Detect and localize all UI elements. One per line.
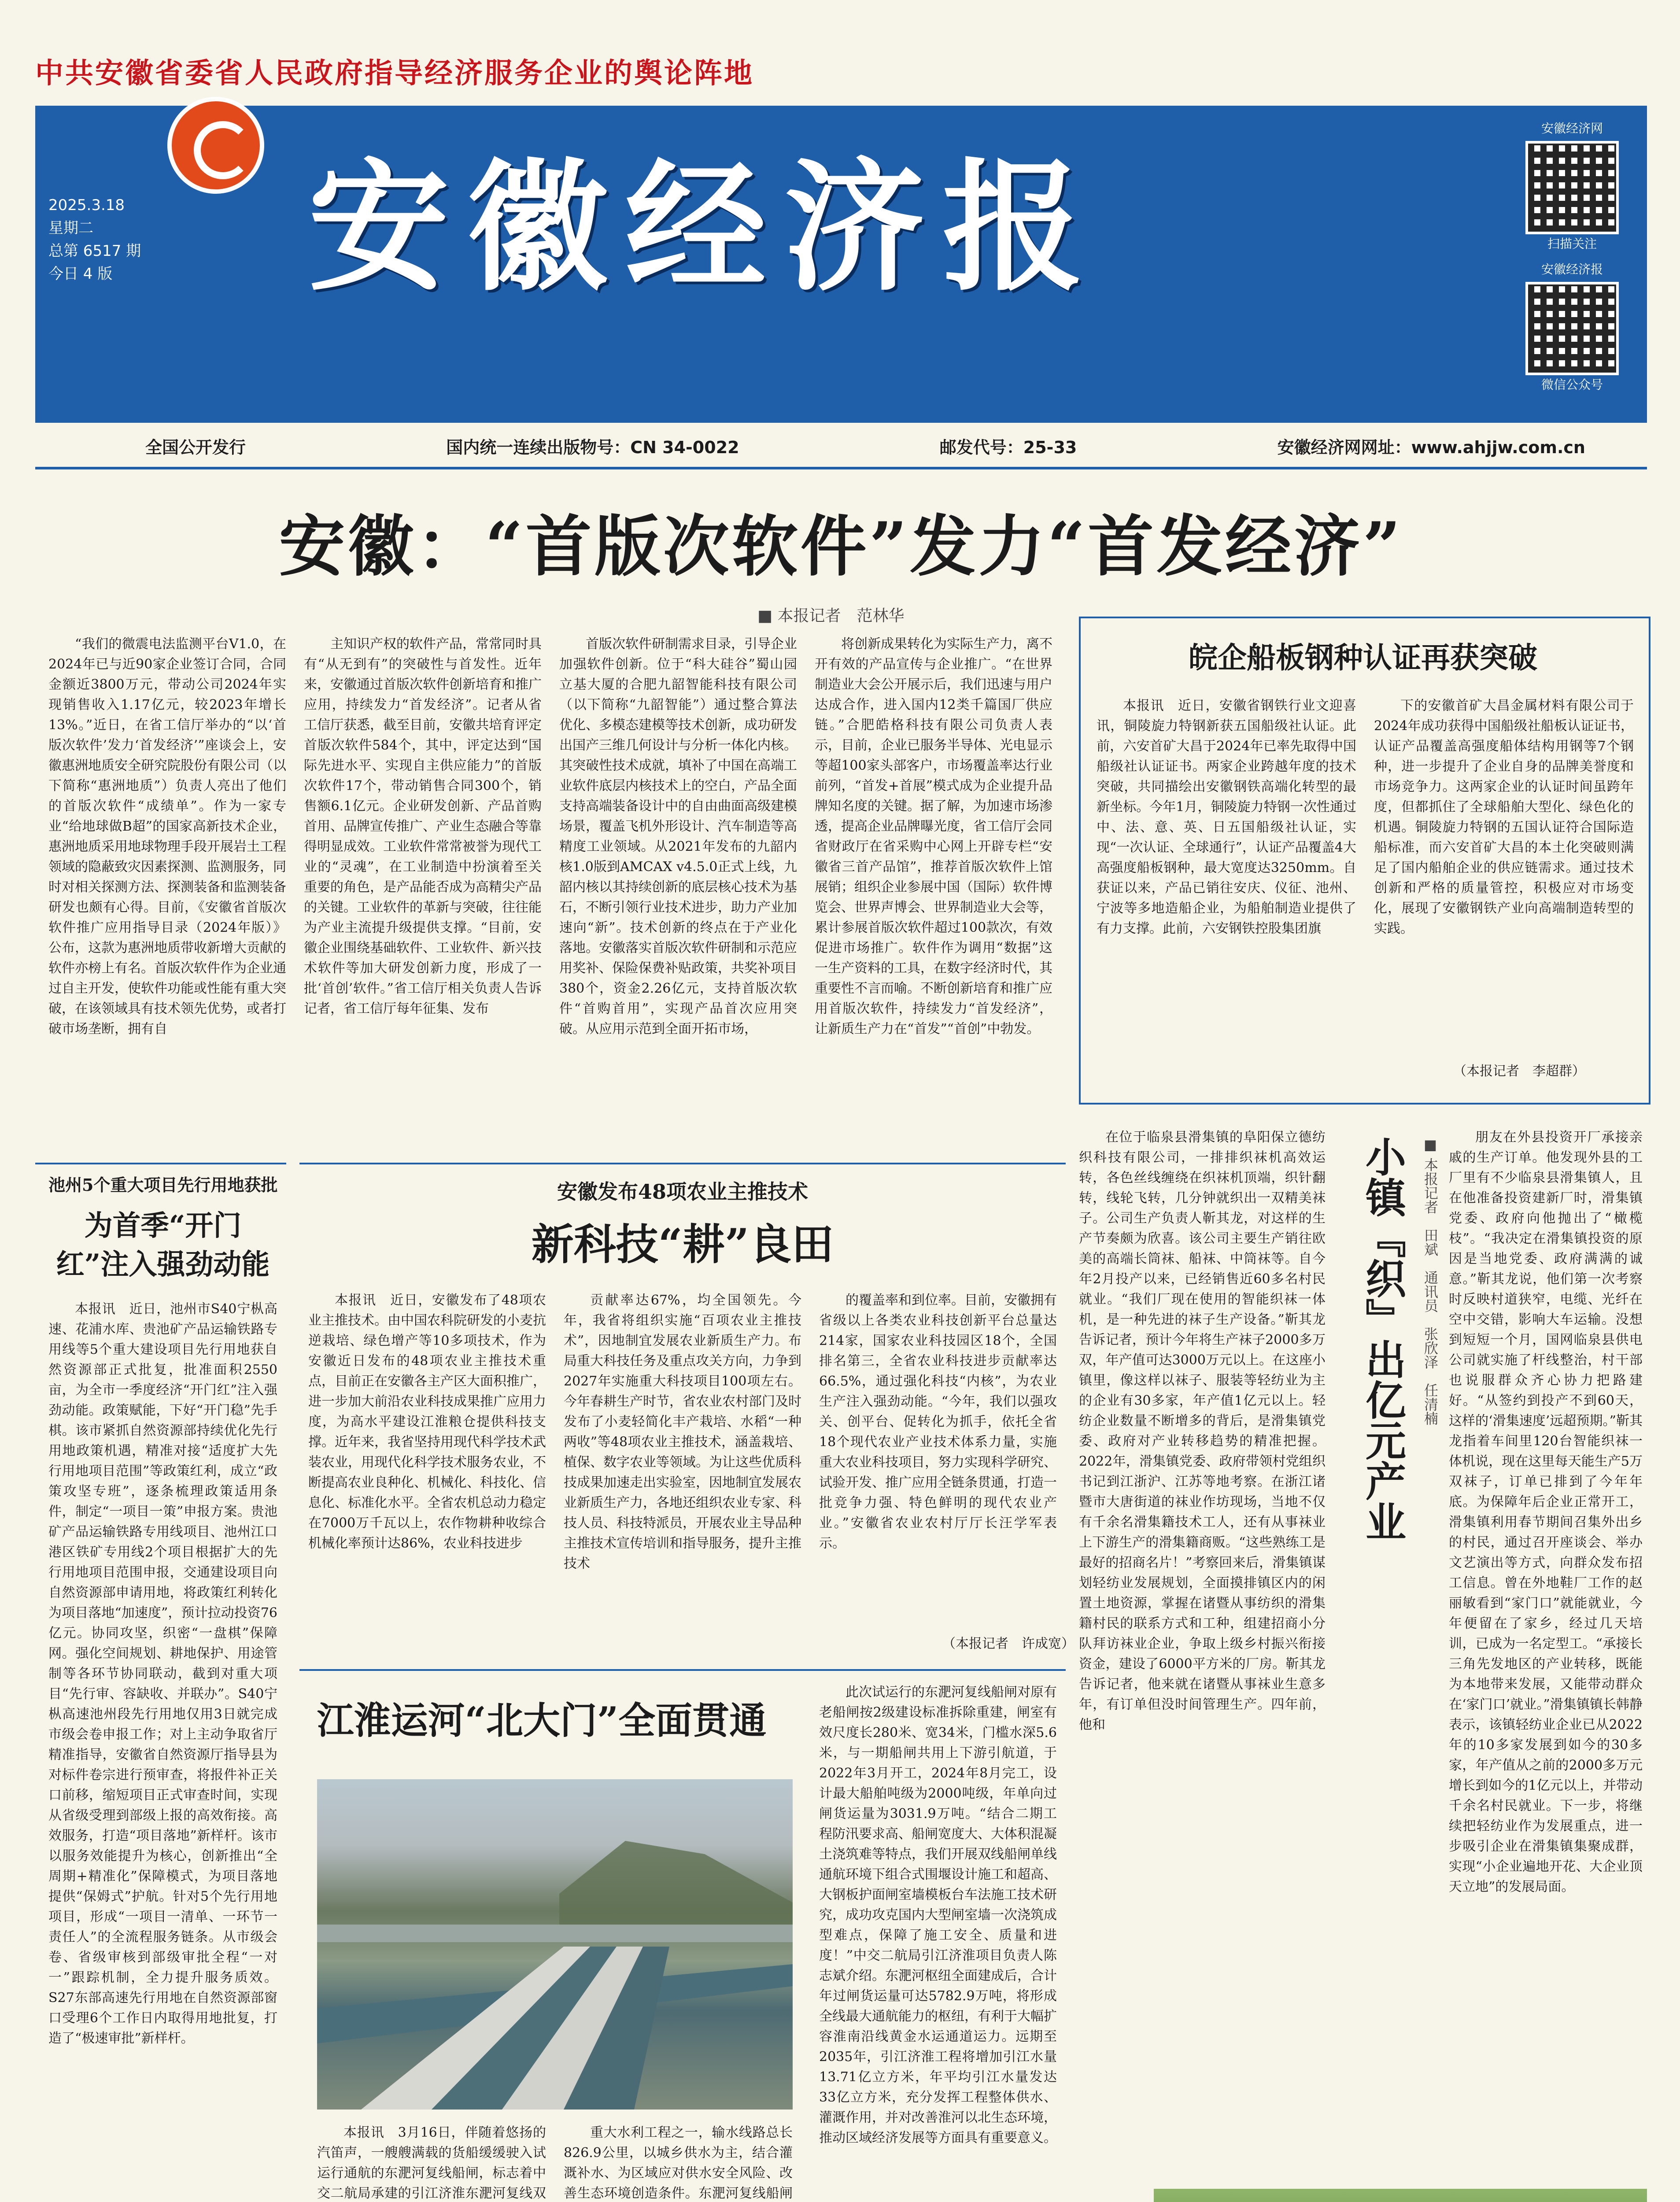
issue-pages: 今日 4 版: [48, 265, 113, 283]
town-headline: 小镇『织』出亿元产业: [1359, 1136, 1407, 1541]
shipbuilding-col-1: 本报讯 近日，安徽省钢铁行业文迎喜讯，铜陵旋力特钢新获五国船级社认证。此前，六安首矿大昌于2024年已率先取得中国船级社认证证书。两家企业跨越年度的技术突破，共同描绘出安徽钢铁高端化转型的最新坐标。今年1月，铜陵旋力特钢一次性通过中、法、意、英、日五国船级社认证，实现“一次认证、全球通行”，认证产品覆盖4大高强度船板钢种，最大宽度达3250mm。自获证以来，产品已销往安庆、仪征、池州、宁波等多地造船企业，为船舶制造业提供了有力支撑。此前，六安钢铁控股集团旗: [1097, 698, 1356, 936]
qr-block-wechat: [1515, 260, 1629, 393]
canal-headline: 江淮运河“北大门”全面贯通: [317, 1699, 767, 1742]
divider: [35, 467, 1647, 469]
chizhou-body: 本报讯 近日，池州市S40宁枞高速、花浦水库、贵池矿产品运输铁路专用线等5个重大建设项目先行用地获自然资源部正式批复，批准面积2550亩，为全市一季度经济“开门红”注入强劲动能。政策赋能，下好“开门稳”先手棋。该市紧抓自然资源部持续优化先行用地政策机遇，精准对接“适度扩大先行用地项目范围”等政策红利，成立“政策攻坚专班”，逐条梳理政策适用条件，制定“一项目一策”申报方案。贵池矿产品运输铁路专用线项目、池州江口港区铁矿专用线2个项目根据扩大的先行用地项目范围申报，交通建设项目向自然资源部申请用地，将政策红利转化为项目落地“加速度”，预计拉动投资76亿元。协同攻坚，织密“一盘棋”保障网。强化空间规划、耕地保护、用途管制等各环节协同联动，截到对重大项目“先行审、容缺收、并联办”。S40宁枞高速池州段先行用地仅用3日就完成市级会卷申报工作；对上主动争取省厅精准指导，安徽省自然资源厅指导县为对标件卷宗进行预审查，将报件补正关口前移，缩短项目正式审查时间，实现从省级受理到部级上报的高效衔接。高效服务，打造“项目落地”新样杆。该市以服务效能提升为核心，创新推出“全周期+精准化”保障模式，为项目落地提供“保姆式”护航。针对5个先行用地项目，形成“一项目一清单、一环节一责任人”的全流程服务链条。从市级会卷、省级审核到部级审批全程“一对一”跟踪机制，全力提升服务质效。S27东部高速先行用地在自然资源部窗口受理6个工作日内取得用地批复，打造了“极速审批”新样杆。: [48, 1301, 277, 2046]
tea-photo: [1154, 2189, 1647, 2202]
lead-byline: ■ 本报记者 范林华: [757, 607, 905, 625]
qr-code-icon[interactable]: [1525, 282, 1619, 375]
shipbuilding-byline: （本报记者 李超群）: [1453, 1064, 1585, 1079]
masthead-title: 安徽经济报: [308, 145, 1101, 310]
qr-web-bottom: 扫描关注: [1547, 236, 1597, 251]
qr-web-top: 安徽经济网: [1541, 121, 1603, 136]
issue-weekday: 星期二: [48, 219, 93, 237]
publication-info: [35, 434, 1647, 458]
agri-headline: 新科技“耕”良田: [531, 1219, 834, 1269]
agri-col-2: 贡献率达67%，均全国领先。今年，我省将组织实施“百项农业主推技术”，因地制宜发展农业新质生产力。布局重大科技任务及重点攻关方向，力争到2027年实施重大科技项目100项左右。今年春耕生产时节，省农业农村部门及时发布了小麦轻简化丰产栽培、水稻“一种两收”等48项农业主推技术，涵盖栽培、植保、数字农业等领域。为让这些优质科技成果加速走出实验室，因地制宜发展农业新质生产力，各地还组织农业专家、科技人员、科技特派员，开展农业主导品种主推技术宣传培训和指导服务，提升主推技术: [564, 1293, 801, 1571]
lead-col-4: 将创新成果转化为实际生产力，离不开有效的产品宣传与企业推广。“在世界制造业大会公开展示后，我们迅速与用户达成合作，进入国内12类千篇国厂供应链。”合肥皓格科技有限公司负责人表示，目前，企业已服务半导体、光电显示等超100家头部客户，市场覆盖率达行业前列，“首发+首展”模式成为企业提升品牌知名度的关键。据了解，为加速市场渗透，提高企业品牌曝光度，省工信厅会同省财政厅在省采购中心网上开辟专栏“安徽省三首产品馆”，推荐首版次软件上馆展销；组织企业参展中国（国际）软件博览会、世界声博会、世界制造业大会等，累计参展首版次软件超过100款次，有效促进市场推广。软件作为调用“数据”这一生产资料的工具，在数字经济时代，其重要性不言而喻。不断创新培育和推广应用首版次软件，持续发力“首发经济”，让新质生产力在“首发”“首创”中勃发。: [815, 636, 1052, 1037]
agri-byline: （本报记者 许成宽）: [942, 1636, 1074, 1652]
shipbuilding-headline: 皖企船板钢种认证再获突破: [1189, 640, 1537, 675]
qr-block-web: [1515, 119, 1629, 252]
top-slogan: 中共安徽省委省人民政府指导经济服务企业的舆论阵地: [35, 57, 754, 90]
canal-col-2: 重大水利工程之一，输水线路总长826.9公里，以城乡供水为主，结合灌溉补水、为区域应对供水安全风险、改善生态环境创造条件。东淝河复线船闸: [564, 2125, 793, 2201]
newspaper-logo-icon: [167, 97, 264, 194]
info-distribution: 全国公开发行: [145, 438, 246, 457]
canal-col-1: 本报讯 3月16日，伴随着悠扬的汽笛声，一艘艘满载的货船缓缓驶入试运行通航的东淝河复线船闸，标志着中交二航局承建的引江济淮东淝河复线双: [317, 2125, 546, 2201]
info-post: 邮发代号：25-33: [939, 438, 1077, 457]
divider: [299, 1163, 1066, 1164]
divider: [35, 1163, 286, 1164]
issue-date: 2025.3.18: [48, 196, 125, 214]
issue-number: 总第 6517 期: [48, 242, 141, 260]
agri-col-3: 的覆盖率和到位率。目前，安徽拥有省级以上各类农业科技创新平台总量达214家，国家农业科技园区18个，全国排名第三，全省农业科技进步贡献率达66.5%，通过强化科技“内核”，为农业生产注入强劲动能。“今年，我们以强攻关、创平台、促转化为抓手，依托全省18个现代农业产业技术体系力量，实施重大农业科技项目，努力实现科学研究、试验开发、推广应用全链条贯通，打造一批竞争力强、特色鲜明的现代农业产业。”安徽省农业农村厅厅长汪学军表示。: [819, 1293, 1057, 1551]
lead-col-3: 首版次软件研制需求目录，引导企业加强软件创新。位于“科大硅谷”蜀山园立基大厦的合肥九韶智能科技有限公司（以下简称“九韶智能”）通过整合算法优化、多模态建模等技术创新，成功研发出国产三维几何设计与分析一体化内核。其突破性技术成就，填补了中国在高端工业软件底层内核技术上的空白，产品全面支持高端装备设计中的自由曲面高级建模场景，覆盖飞机外形设计、汽车制造等高精度工业领域。从2021年发布的九韶内核1.0版到AMCAX v4.5.0正式上线，九韶内核以其持续创新的底层核心技术为基石，不断引领行业技术进步，助力产业加速向“新”。技术创新的终点在于产业化落地。安徽落实首版次软件研制和示范应用奖补、保险保费补贴政策，共奖补项目380个，资金2.26亿元，支持首版次软件“首购首用”，实现产品首次应用突破。从应用示范到全面开拓市场，: [559, 636, 797, 1037]
lead-headline: 安徽：“首版次软件”发力“首发经济”: [279, 508, 1403, 585]
chizhou-kicker: 池州5个重大项目先行用地获批: [48, 1175, 278, 1195]
town-col-1: 在位于临泉县滑集镇的阜阳保立德纺织科技有限公司，一排排织袜机高效运转，各色丝线缠绕在织袜机顶端，织针翻转，线轮飞转，几分钟就织出一双精美袜子。公司生产负责人靳其龙，对这样的生产节奏颇为欣喜。该公司主要生产销往欧美的高端长筒袜、船袜、中筒袜等。自今年2月投产以来，已经销售近60多名村民就业。“我们厂现在使用的智能织袜一体机，是一种先进的袜子生产设备。”靳其龙告诉记者，预计今年将生产袜子2000多万双，年产值可达3000万元以上。在这座小镇里，像这样以袜子、服装等轻纺业为主的企业有30多家，年产值1亿元以上。轻纺企业数量不断增多的背后，是滑集镇党委、政府对产业转移趋势的精准把握。2022年，滑集镇党委、政府带领村党组织书记到江浙沪、江苏等地考察。在浙江诸暨市大唐街道的袜业作坊现场，当地不仅有千余名滑集籍技术工人，还有从事袜业上下游生产的滑集籍商贩。“这些熟练工是最好的招商名片！”考察回来后，滑集镇谋划轻纺业发展规划，全面摸排镇区内的闲置土地资源，掌握在诸暨从事纺织的滑集籍村民的联系方式和工种，组建招商小分队拜访袜业企业，争取上级乡村振兴衔接资金，建设了6000平方米的厂房。靳其龙告诉记者，他来就在诸暨从事袜业生意多年，有订单但没时间管理生产。四年前，他和: [1079, 1130, 1326, 1733]
canal-col-3: 此次试运行的东淝河复线船闸对原有老船闸按2级建设标准拆除重建，闸室有效尺度长280米、宽34米，门槛水深5.6米，与一期船闸共用上下游引航道，于2022年3月开工，2024年8月完工，设计最大船舶吨级为2000吨级，年单向过闸货运量为3031.9万吨。“结合二期工程防汛要求高、船闸宽度大、大体积混凝土浇筑难等特点，我们开展双线船闸单线通航环境下组合式围堰设计施工和超高、大钢板护面闸室墙模板台车法施工技术研究，成功攻克国内大型闸室墙一次浇筑成型难点，保障了施工安全、质量和进度！”中交二航局引江济淮项目负责人陈志斌介绍。东淝河枢纽全面建成后，合计年过闸货运量可达5782.9万吨，将形成全线最大通航能力的枢纽，有利于大幅扩容淮南沿线黄金水运通道运力。远期至2035年，引江济淮工程将增加引江水量13.71亿立方米，年平均引江水量发达33亿立方米，充分发挥工程整体供水、灌溉作用，并对改善淮河以北生态环境，推动区域经济发展等方面具有重要意义。: [819, 1685, 1057, 2146]
chizhou-headline: 为首季“开门红”注入强劲动能: [56, 1209, 270, 1281]
issue-meta: [48, 194, 141, 285]
lead-col-1: “我们的微震电法监测平台V1.0，在2024年已与近90家企业签订合同，合同金额近3800万元，带动公司2024年实现销售收入1.17亿元，较2023年增长13%。”近日，在省工信厅举办的“以‘首版次软件’发力‘首发经济’”座谈会上，安徽惠洲地质安全研究院股份有限公司（以下简称“惠洲地质”）负责人亮出了他们的首版次软件“成绩单”。作为一家专业“给地球做B超”的国家高新技术企业，惠洲地质采用地球物理手段开展岩土工程领域的隐蔽致灾因素探测、监测服务，同时对相关探测方法、探测装备和监测装备研发也颇有心得。目前，《安徽省首版次软件推广应用指导目录（2024年版）》公布，这款为惠洲地质带收新增大贡献的软件亦榜上有名。首版次软件作为企业通过自主开发，使软件功能或性能有重大突破，在该领域具有技术领先优势，或者打破市场垄断，拥有自: [48, 636, 286, 1037]
agri-kicker: 安徽发布48项农业主推技术: [557, 1180, 808, 1204]
agri-col-1: 本报讯 近日，安徽发布了48项农业主推技术。由中国农科院研发的小麦抗逆栽培、绿色增产等10多项技术，作为安徽近日发布的48项农业主推技术重点，目前正在安徽各主产区大面积推广，进一步加大前沿农业科技成果推广应用力度，为高水平建设江淮粮仓提供科技支撑。近年来，我省坚持用现代科学技术武装农业，用现代化科学技术服务农业，不断提高农业良种化、机械化、科技化、信息化、标准化水平。全省农机总动力稳定在7000万千瓦以上，农作物耕种收综合机械化率预计达86%，农业科技进步: [308, 1293, 546, 1551]
lead-col-2: 主知识产权的软件产品，常常同时具有“从无到有”的突破性与首发性。近年来，安徽通过首版次软件创新培育和推广应用，持续发力“首发经济”。记者从省工信厅获悉，截至目前，安徽共培育评定首版次软件584个，其中，评定达到“国际先进水平、实现自主供应能力”的首版次软件17个，带动销售合同300个，销售额6.1亿元。企业研发创新、产品首购首用、品牌宣传推广、产业生态融合等靠得明显成效。工业软件常常被誉为现代工业的“灵魂”，在工业制造中扮演着至关重要的角色，是产品能否成为高精尖产品的关键。工业软件的革新与突破，往往能为产业主流提升级提供支撑。“目前，安徽企业围绕基础软件、工业软件、新兴技术软件等加大研发创新力度，形成了一批‘首创’软件。”省工信厅相关负责人告诉记者，省工信厅每年征集、发布: [304, 636, 542, 1016]
qr-wechat-top: 安徽经济报: [1541, 262, 1603, 277]
info-cn: 国内统一连续出版物号：CN 34-0022: [446, 438, 739, 457]
town-byline: ■ 本报记者 田斌 通讯员 张欣泽 任清楠: [1422, 1136, 1439, 1426]
town-col-2: 朋友在外县投资开厂承接亲戚的生产订单。他发现外县的工厂里有不少临泉县滑集镇人，且在他准备投资建新厂时，滑集镇党委、政府向他抛出了“橄榄枝”。“我决定在滑集镇投资的原因是当地党委、政府满满的诚意。”靳其龙说，他们第一次考察时反映村道狭窄，电缆、光纤在空中交错，影响大车运输。没想到短短一个月，国网临泉县供电公司就实施了杆线整治，村干部也说服群众齐心协力把路建好。“从签约到投产不到60天，这样的‘滑集速度’远超预期。”靳其龙指着车间里120台智能织袜一体机说，现在这里每天能生产5万双袜子，订单已排到了今年年底。为保障年后企业正常开工，滑集镇利用春节期间召集外出乡的村民，通过召开座谈会、举办文艺演出等方式，向群众发布招工信息。曾在外地鞋厂工作的赵丽敏看到“家门口”就能就业，今年便留在了家乡，经过几天培训，已成为一名定型工。“承接长三角先发地区的产业转移，既能为本地带来发展，又能带动群众在‘家门口’就业。”滑集镇镇长韩静表示，该镇轻纺业企业已从2022年的10多家发展到如今的30多家，年产值从之前的2000多万元增长到如今的1亿元以上，并带动千余名村民就业。下一步，将继续把轻纺业作为发展重点，进一步吸引企业在滑集镇集聚成群，实现“小企业遍地开花、大企业顶天立地”的发展局面。: [1449, 1130, 1643, 1895]
divider: [299, 1669, 1066, 1671]
canal-photo: [317, 1779, 793, 2110]
qr-code-icon[interactable]: [1525, 141, 1619, 234]
qr-wechat-bottom: 微信公众号: [1541, 377, 1603, 392]
shipbuilding-col-2: 下的安徽首矿大昌金属材料有限公司于2024年成功获得中国船级社船板认证证书，认证产品覆盖高强度船体结构用钢等7个钢种，进一步提升了企业自身的品牌美誉度和市场竞争力。这两家企业的认证时间虽跨年度，但都抓住了全球船舶大型化、绿色化的机遇。铜陵旋力特钢的五国认证符合国际造船标准，而六安首矿大昌的本土化突破则满足了国内船舶企业的供应链需求。通过技术创新和严格的质量管控，积极应对市场变化，展现了安徽钢铁产业向高端制造转型的实践。: [1374, 698, 1634, 936]
info-website[interactable]: 安徽经济网网址：www.ahjjw.com.cn: [1277, 438, 1585, 457]
